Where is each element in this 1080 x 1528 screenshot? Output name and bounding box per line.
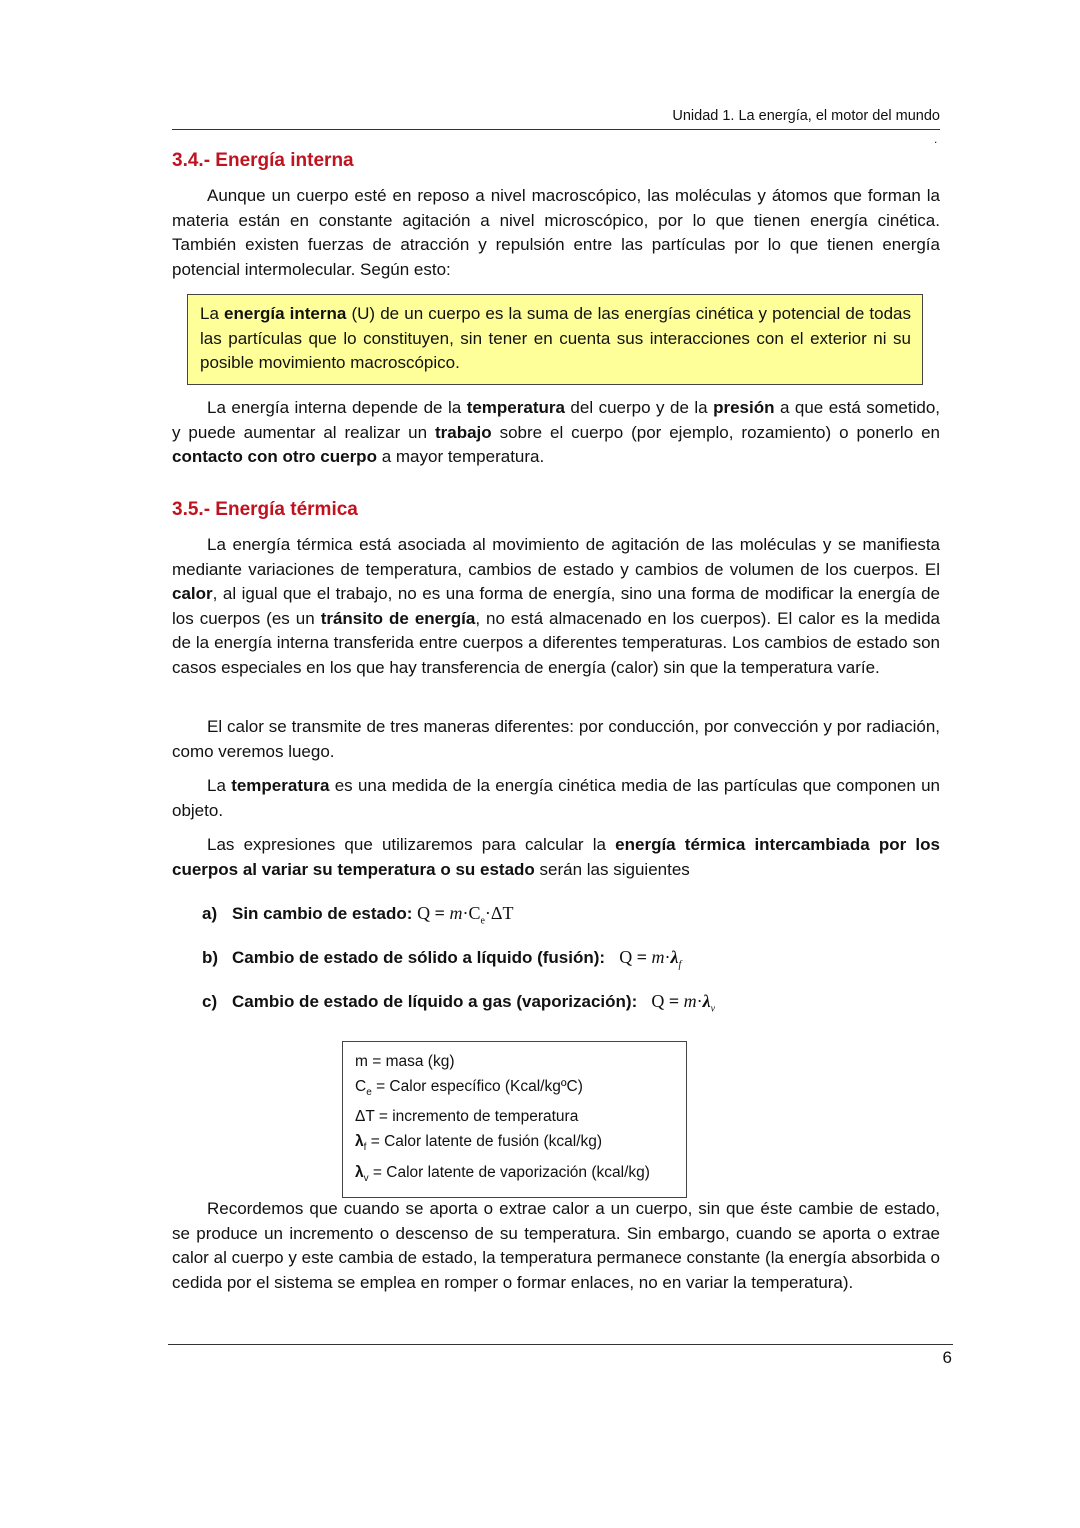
page-number: 6 [942,1348,952,1367]
item-label: a) [202,904,218,923]
footer-rule [168,1344,953,1345]
equation-label: Cambio de estado de sólido a líquido (fusión): [232,948,606,967]
text: Las expresiones que utilizaremos para calcular la [207,835,616,854]
term: contacto con otro cuerpo [172,447,377,466]
term: calor [172,584,213,603]
paragraph [172,396,940,470]
legend-row: $\lambda_f$ = Calor latente de fusión (kcal/kg) [355,1132,603,1153]
term: energía térmica intercambiada por los cuerpos al variar su temperatura o su estado [172,835,940,879]
text: El calor se transmite de tres maneras diferentes: por conducción, por convección y por radiación, como veremos luego. [172,717,940,761]
formula: $Q = m\cdot\lambda_f$ [619,947,682,971]
item-label: c) [202,992,218,1011]
text: Aunque un cuerpo esté en reposo a nivel macroscópico, las moléculas y átomos que forman la materia están en constante agitación a nivel microscópico, por lo que tienen energía cinética. También existen fuerzas de atracción y repulsión entre las partículas por lo que tienen energía potencial intermolecular. Según esto: [172,186,940,279]
text: serán las siguientes [534,859,690,879]
paragraph [172,833,940,882]
paragraph [172,533,940,680]
equation-c [202,991,715,1015]
term: energía interna [224,304,347,323]
text: , no está almacenado en los cuerpos). El calor es la medida de la energía interna transferida entre cuerpos a diferentes temperaturas. Los cambios de estado son casos especiales en los que hay transferencia de energía (calor) sin que la temperatura varíe. [172,608,940,677]
text: , al igual que el trabajo, no es una forma de energía, sino una forma de modificar la energía de los cuerpos (es un [172,584,940,628]
paragraph [172,1197,940,1295]
text: sobre el cuerpo (por ejemplo, rozamiento) o ponerlo en [491,422,940,442]
variables-legend-box [342,1041,687,1198]
text: La energía interna depende de la [207,398,467,417]
term: trabajo [434,422,492,442]
text: La [207,776,232,795]
header-dot: . [934,132,938,146]
equation-label: Sin cambio de estado: [232,904,413,923]
formula: $Q = m\cdot C_e\cdot\Delta T$ [417,903,514,927]
legend-row: m = masa (kg) [355,1053,455,1070]
definition-box [187,294,923,385]
term: temperatura [231,776,330,795]
header-rule [172,129,940,130]
paragraph [172,184,940,282]
text: La energía térmica está asociada al movimiento de agitación de las moléculas y se manifiesta mediante variaciones de temperatura, cambios de estado y cambios de volumen de los cuerpos. El [172,535,940,579]
text: del cuerpo y de la [564,398,714,417]
equation-a [202,903,513,927]
term: tránsito de energía [320,608,476,628]
text: a que está sometido, y puede aumentar al realizar un [172,398,941,442]
equation-label: Cambio de estado de líquido a gas (vaporización): [232,992,638,1011]
text: La [200,304,225,323]
section-heading-3-4: 3.4.- Energía interna [172,150,354,171]
paragraph [172,715,940,764]
term: presión [713,398,775,417]
text: (U) de un cuerpo es la suma de las energías cinética y potencial de todas las partículas que lo constituyen, sin tener en cuenta sus interacciones con el exterior ni su posible movimiento macroscópico. [200,304,911,372]
running-header: Unidad 1. La energía, el motor del mundo [672,108,940,124]
term: temperatura [466,398,565,417]
legend-row: $C_e$ = Calor específico (Kcal/kgºC) [355,1077,583,1098]
legend-row: $\lambda_v$ = Calor latente de vaporización (kcal/kg) [355,1163,650,1184]
equation-b [202,947,681,971]
paragraph [172,774,940,823]
text: es una medida de la energía cinética media de las partículas que componen un objeto. [172,776,940,820]
formula: $Q = m\cdot\lambda_v$ [651,991,716,1015]
text: a mayor temperatura. [376,447,545,466]
item-label: b) [202,948,219,967]
legend-row: ΔT = incremento de temperatura [355,1108,579,1126]
section-heading-3-5: 3.5.- Energía térmica [172,499,358,520]
text: Recordemos que cuando se aporta o extrae calor a un cuerpo, sin que éste cambie de estado, se produce un incremento o descenso de su temperatura. Sin embargo, cuando se aporta o extrae calor al cuerpo y este cambia de estado, la temperatura permanece constante (la energía absorbida o cedida por el sistema se emplea en romper o formar enlaces, no en variar la temperatura). [172,1199,940,1292]
